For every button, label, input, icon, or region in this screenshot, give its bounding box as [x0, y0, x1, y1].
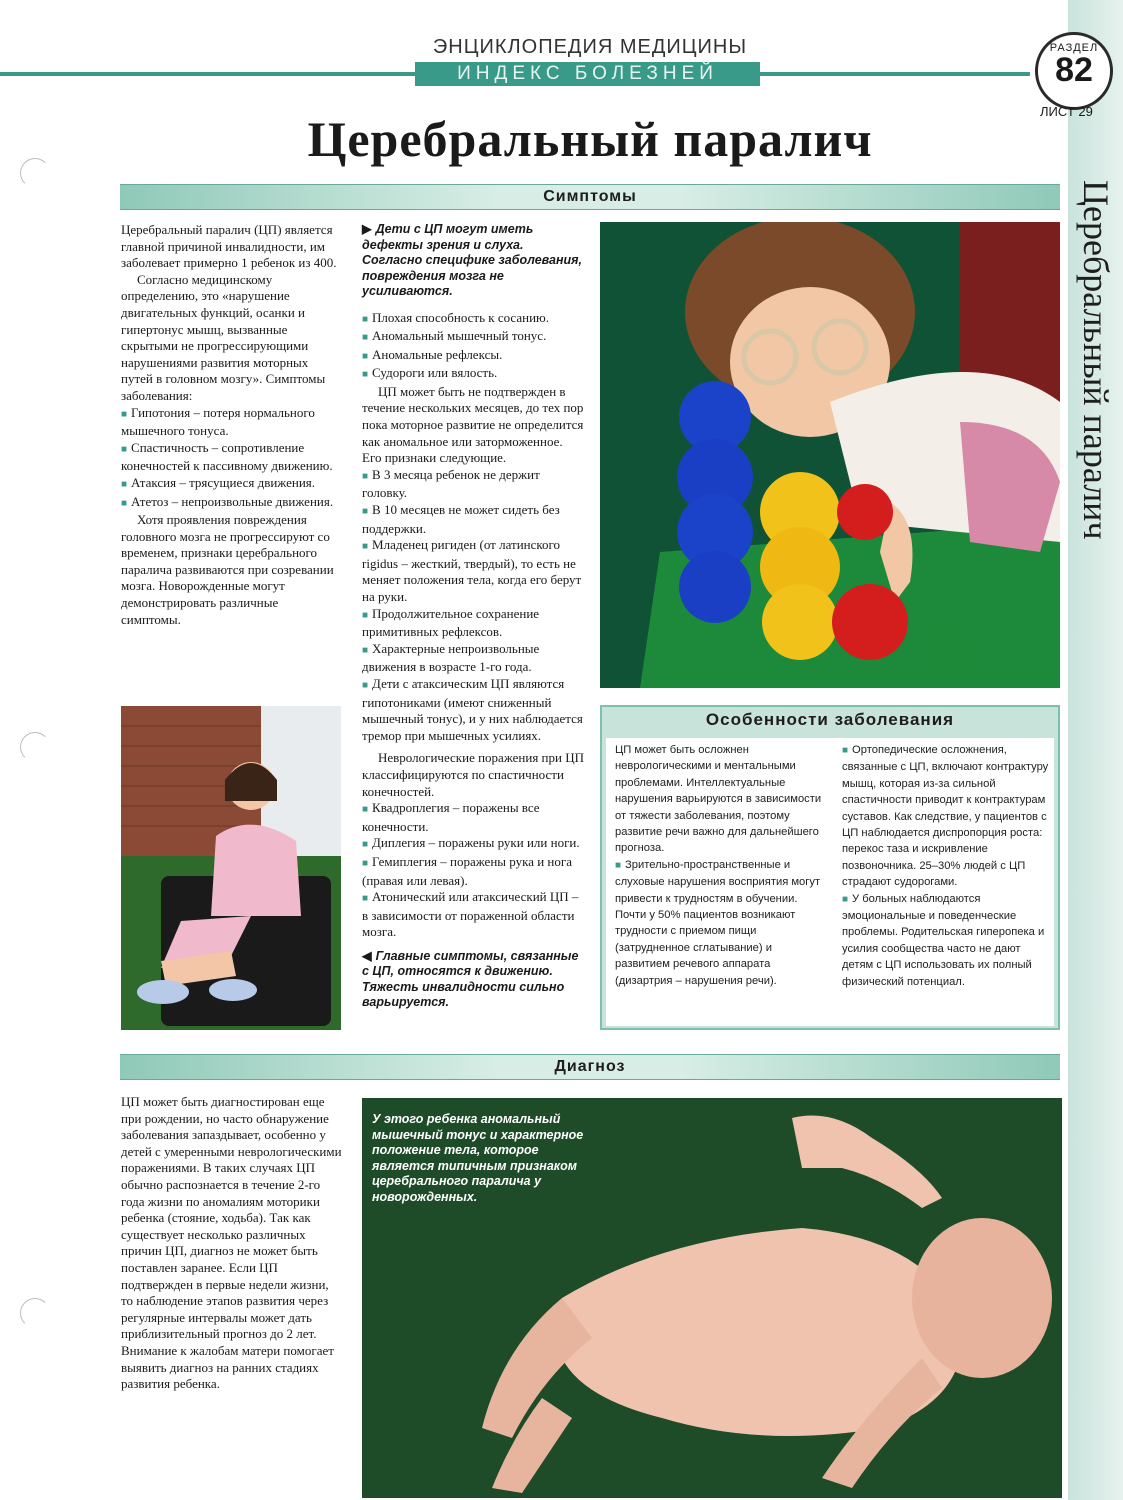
bullet-item: ■ Атонический или атаксический ЦП – в зависимости от пораженной области мозга. — [362, 889, 584, 941]
bullet-item: ■ Гемиплегия – поражены рука и нога (правая или левая). — [362, 854, 584, 889]
paragraph: ЦП может быть осложнен неврологическими и ментальными проблемами. Интеллектуальные нарушения варьируются в зависимости от тяжести заболевания, поэтому развитие речи важно для дальнейшего прогноза. — [615, 744, 822, 855]
bullet-item: ■ В 3 месяца ребенок не держит головку. — [362, 467, 584, 502]
features-column-right — [842, 742, 1050, 990]
sheet-number: ЛИСТ 29 — [1040, 104, 1093, 119]
bullet-item: ■ Спастичность – сопротивление конечностей к пассивному движению. — [121, 440, 341, 475]
symptoms-column-1 — [121, 222, 341, 628]
section-heading-features: Особенности заболевания — [602, 708, 1058, 732]
bullet-item: ■ Атаксия – трясущиеся движения. — [121, 475, 341, 494]
intro-note — [362, 222, 584, 300]
photo-child-wheelchair — [121, 706, 341, 1030]
bullet-item: ■ Продолжительное сохранение примитивных рефлексов. — [362, 606, 584, 641]
punch-hole-mark — [20, 158, 50, 188]
section-label: РАЗДЕЛ — [1049, 42, 1099, 54]
index-band: ИНДЕКС БОЛЕЗНЕЙ — [415, 62, 760, 86]
bullet-item: ■ Аномальный мышечный тонус. — [362, 328, 584, 347]
arrow-right-icon: ▶ — [362, 222, 372, 236]
punch-hole-mark — [20, 1298, 50, 1328]
bullet-item: ■ Плохая способность к сосанию. — [362, 310, 584, 329]
bullet-item: ■ Квадроплегия – поражены все конечности. — [362, 800, 584, 835]
bullet-item: ■ Зрительно-пространственные и слуховые нарушения восприятия могут привести к трудностям в обучении. Почти у 50% пациентов возникают трудности с приемом пищи (затрудненное сглатывание) и развитием речевого аппарата (дизартрия – нарушения речи). — [615, 857, 825, 989]
section-heading-diagnosis: Диагноз — [120, 1054, 1060, 1080]
features-column-left — [615, 742, 825, 989]
bullet-item: ■ Гипотония – потеря нормального мышечного тонуса. — [121, 405, 341, 440]
paragraph: Церебральный паралич (ЦП) является главной причиной инвалидности, им заболевает примерно 1 ребенок из 400. — [121, 222, 337, 271]
bullet-item: ■ Ортопедические осложнения, связанные с ЦП, включают контрактуру мышц, которая из-за сильной спастичности приводит к контрактурам суставов. Как следствие, у пациентов с ЦП наблюдается диспропорция роста: перекос таза и искривление позвоночника. 25–30% людей с ЦП страдают судорогами. — [842, 742, 1050, 891]
paragraph: ЦП может быть диагностирован еще при рождении, но часто обнаружение заболевания запаздывает, особенно у детей с умеренными неврологическими поражениями. В таких случаях ЦП обычно распознается в течение 2-го года жизни по аномалиям моторики ребенка (стояние, ходьба). Так как существует несколько различных причин ЦП, диагноз не может быть поставлен заранее. Если ЦП подтвержден в первые недели жизни, то наблюдение этапов развития через регулярные интервалы может дать приблизительный прогноз до 2 лет. Внимание к жалобам матери помогает выявить диагноз на ранних стадиях развития ребенка. — [121, 1094, 342, 1392]
caption-note — [362, 949, 584, 1011]
bullet-item: ■ Дети с атаксическим ЦП являются гипотониками (имеют сниженный мышечный тонус), и у них наблюдается тремор при мышечных усилиях. — [362, 676, 584, 744]
diagnosis-text — [121, 1094, 343, 1393]
bullet-item: ■ В 10 месяцев не может сидеть без поддержки. — [362, 502, 584, 537]
paragraph: Согласно медицинскому определению, это «нарушение двигательных функций, осанки и гипертонус мышц, вызванные скрытыми не прогрессирующими нарушениями развития моторных путей в головном мозгу». Симптомы заболевания: — [121, 271, 326, 403]
paragraph: Хотя проявления повреждения головного мозга не прогрессируют со временем, признаки церебрального паралича развиваются при созревании мозга. Новорожденные могут демонстрировать различные симптомы. — [121, 512, 334, 627]
paragraph: ЦП может быть не подтвержден в течение нескольких месяцев, до тех пор пока моторное развитие не определится как аномальное или заторможенное. Его признаки следующие. — [362, 383, 584, 466]
arrow-left-icon: ◀ — [362, 948, 372, 963]
symptoms-column-2 — [362, 222, 584, 1011]
bullet-item: ■ Младенец ригиден (от латинского rigidus – жесткий, твердый), то есть не меняет положения тела, когда его берут на руки. — [362, 537, 584, 605]
page-title: Церебральный паралич — [307, 111, 873, 167]
photo-child-with-toys — [600, 222, 1060, 688]
bullet-item: ■ Атетоз – непроизвольные движения. — [121, 494, 341, 513]
section-badge — [1035, 32, 1113, 110]
newborn-photo-caption: У этого ребенка аномальный мышечный тонус и характерное положение тела, которое является типичным признаком церебрального паралича у новорожденных. — [372, 1112, 584, 1204]
caption-note-text: Главные симптомы, связанные с ЦП, относятся к движению. Тяжесть инвалидности сильно варьируется. — [362, 948, 579, 1010]
intro-note-text: Дети с ЦП могут иметь дефекты зрения и слуха. Согласно специфике заболевания, повреждения мозга не усиливаются. — [362, 222, 583, 298]
bullet-item: ■ У больных наблюдаются эмоциональные и поведенческие проблемы. Родительская гиперопека и усилия сообщества часто не дают детям с ЦП использовать их полный физический потенциал. — [842, 891, 1050, 990]
bullet-item: ■ Характерные непроизвольные движения в возрасте 1-го года. — [362, 641, 584, 676]
paragraph: Неврологические поражения при ЦП классифицируются по спастичности конечностей. — [362, 750, 584, 799]
sidebar-title: Церебральный паралич — [1075, 180, 1116, 540]
bullet-item: ■ Аномальные рефлексы. — [362, 347, 584, 366]
bullet-item: ■ Диплегия – поражены руки или ноги. — [362, 835, 584, 854]
section-number: 82 — [1055, 51, 1093, 89]
punch-hole-mark — [20, 732, 50, 762]
bullet-item: ■ Судороги или вялость. — [362, 365, 584, 384]
encyclopedia-title: ЭНЦИКЛОПЕДИЯ МЕДИЦИНЫ — [432, 36, 748, 58]
section-heading-symptoms: Симптомы — [120, 184, 1060, 210]
